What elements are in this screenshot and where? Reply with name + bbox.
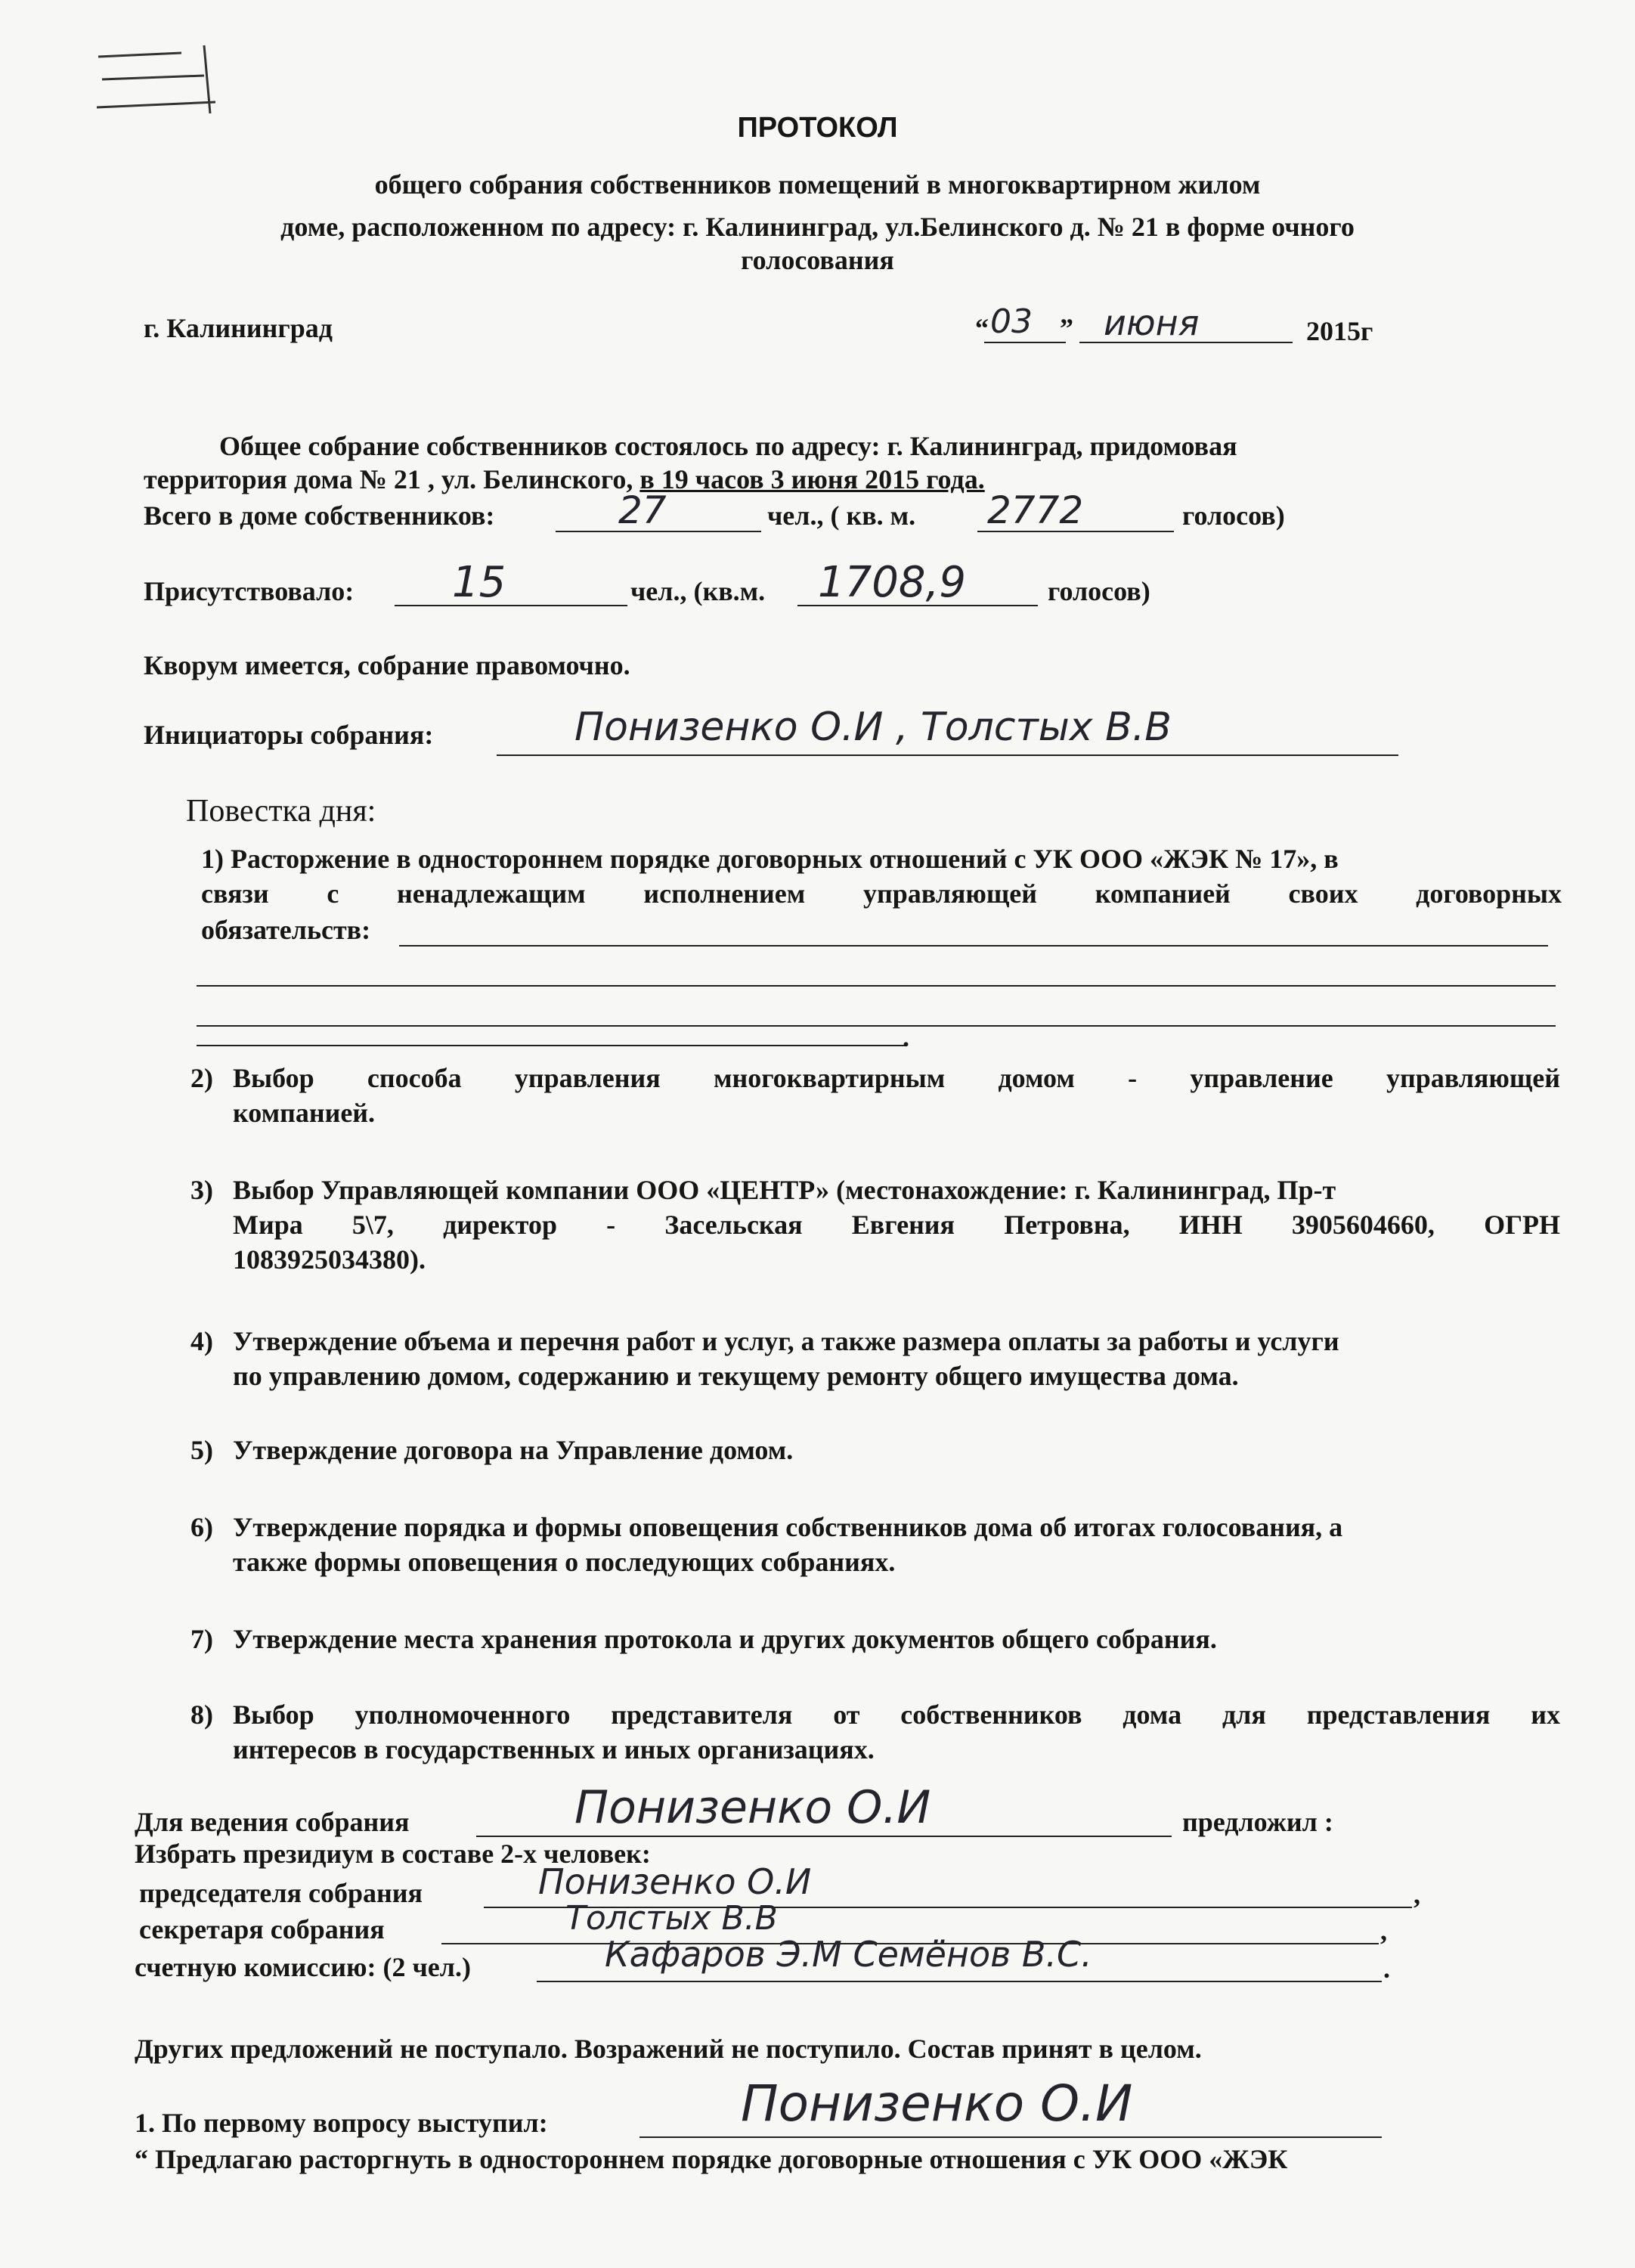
q1-speech: “ Предлагаю расторгнуть в одностороннем порядке договорные отношения с УК ООО «ЖЭК bbox=[135, 2144, 1288, 2174]
initiators-line bbox=[497, 754, 1398, 756]
agenda-item-3-line-3: 1083925034380). bbox=[233, 1244, 426, 1275]
agenda-heading: Повестка дня: bbox=[186, 794, 376, 829]
owners-count: 27 bbox=[618, 488, 667, 532]
present-mid: чел., (кв.м. bbox=[630, 576, 766, 606]
present-end: голосов) bbox=[1048, 576, 1150, 606]
chair-label: председателя собрания bbox=[139, 1878, 423, 1908]
secretary-value: Толстых В.В bbox=[565, 1899, 778, 1938]
agenda-item-5-num: 5) bbox=[190, 1435, 213, 1465]
meeting-intro-line-1: Общее собрание собственников состоялось по адресу: г. Калининград, придомовая bbox=[219, 431, 1237, 461]
agenda-item-4-num: 4) bbox=[190, 1326, 213, 1356]
lead-end: предложил : bbox=[1182, 1807, 1333, 1837]
chair-value: Понизенко О.И bbox=[538, 1861, 812, 1902]
agenda-item-7-num: 7) bbox=[190, 1624, 213, 1654]
date-quote-open: “ bbox=[975, 313, 989, 343]
owners-end: голосов) bbox=[1182, 500, 1285, 531]
secretary-label: секретаря собрания bbox=[139, 1914, 385, 1944]
secretary-end: , bbox=[1380, 1916, 1387, 1946]
q1-value: Понизенко О.И bbox=[741, 2074, 1133, 2133]
agenda-item-6-num: 6) bbox=[190, 1512, 213, 1542]
city: г. Калининград bbox=[144, 313, 333, 343]
date-quote-close: ” bbox=[1060, 313, 1073, 343]
agenda-item-1-fill-2 bbox=[197, 985, 1556, 987]
agenda-item-2-line-1: Выбор способа управления многоквартирным домом - управление управляющей bbox=[233, 1063, 1560, 1093]
q1-label: 1. По первому вопросу выступил: bbox=[135, 2108, 548, 2138]
agenda-item-8-num: 8) bbox=[190, 1699, 213, 1730]
agenda-item-1-fill-3 bbox=[197, 1025, 1556, 1027]
agenda-item-4-line-1: Утверждение объема и перечня работ и услуг, а также размера оплаты за работы и услуги bbox=[233, 1326, 1339, 1356]
margin-scribble bbox=[91, 38, 227, 121]
counting-label: счетную комиссию: (2 чел.) bbox=[135, 1952, 471, 1982]
q1-line bbox=[639, 2136, 1382, 2138]
present-area: 1708,9 bbox=[818, 558, 966, 607]
subtitle-line-2: доме, расположенном по адресу: г. Калининград, ул.Белинского д. № 21 в форме очного bbox=[280, 212, 1355, 242]
meeting-intro-address: территория дома № 21 , ул. Белинского, bbox=[144, 464, 640, 494]
subtitle-line-1: общего собрания собственников помещений в многоквартирном жилом bbox=[374, 169, 1261, 200]
meeting-intro-line-2 bbox=[144, 463, 985, 496]
counting-line bbox=[537, 1981, 1382, 1982]
counting-end: . bbox=[1383, 1954, 1390, 1984]
agenda-item-4-line-2: по управлению домом, содержанию и текущему ремонту общего имущества дома. bbox=[233, 1361, 1239, 1391]
agenda-item-3-line-1: Выбор Управляющей компании ООО «ЦЕНТР» (местонахождение: г. Калининград, Пр-т bbox=[233, 1175, 1336, 1205]
agenda-item-1-line-2: связи с ненадлежащим исполнением управляющей компанией своих договорных bbox=[201, 878, 1562, 909]
date-year: 2015г bbox=[1306, 316, 1373, 346]
chair-end: , bbox=[1414, 1879, 1420, 1910]
agenda-item-1-line-1: 1) Расторжение в одностороннем порядке договорных отношений с УК ООО «ЖЭК № 17», в bbox=[201, 844, 1339, 874]
present-count: 15 bbox=[452, 558, 506, 607]
agenda-item-1-line-3: обязательств: bbox=[201, 915, 371, 945]
agenda-item-1-fill-1 bbox=[399, 945, 1548, 947]
agenda-item-1-end: . bbox=[903, 1022, 909, 1052]
initiators-value: Понизенко О.И , Толстых В.В bbox=[574, 705, 1172, 750]
meeting-time: в 19 часов 3 июня 2015 года. bbox=[639, 464, 985, 494]
agenda-item-8-line-2: интересов в государственных и иных организациях. bbox=[233, 1734, 875, 1765]
agenda-item-3-line-2: Мира 5\7, директор - Засельская Евгения Петровна, ИНН 3905604660, ОГРН bbox=[233, 1210, 1560, 1240]
subtitle-line-3: голосования bbox=[741, 245, 894, 275]
agenda-item-2-num: 2) bbox=[190, 1063, 213, 1093]
agenda-item-5-line-1: Утверждение договора на Управление домом. bbox=[233, 1435, 794, 1465]
present-label: Присутствовало: bbox=[144, 576, 355, 606]
counting-value: Кафаров Э.М Семёнов В.С. bbox=[605, 1934, 1092, 1975]
agenda-item-8-line-1: Выбор уполномоченного представителя от собственников дома для представления их bbox=[233, 1699, 1560, 1730]
agenda-item-6-line-2: также формы оповещения о последующих собраниях. bbox=[233, 1547, 896, 1577]
no-proposals: Других предложений не поступало. Возражений не поступило. Состав принят в целом. bbox=[135, 2034, 1202, 2064]
owners-mid: чел., ( кв. м. bbox=[767, 500, 916, 531]
owners-area: 2772 bbox=[987, 488, 1084, 532]
date-day: 03 bbox=[990, 302, 1033, 341]
agenda-item-3-num: 3) bbox=[190, 1175, 213, 1205]
page-title: ПРОТОКОЛ bbox=[737, 112, 898, 144]
agenda-item-6-line-1: Утверждение порядка и формы оповещения собственников дома об итогах голосования, а bbox=[233, 1512, 1343, 1542]
initiators-label: Инициаторы собрания: bbox=[144, 720, 434, 750]
date-day-line bbox=[984, 342, 1066, 343]
agenda-item-1-fill-4 bbox=[197, 1045, 906, 1046]
agenda-item-7-line-1: Утверждение места хранения протокола и других документов общего собрания. bbox=[233, 1624, 1217, 1654]
agenda-item-2-line-2: компанией. bbox=[233, 1098, 376, 1128]
elect-presidium: Избрать президиум в составе 2-х человек: bbox=[135, 1839, 651, 1869]
date-month: июня bbox=[1104, 302, 1200, 343]
lead-value: Понизенко О.И bbox=[574, 1781, 931, 1834]
lead-label: Для ведения собрания bbox=[135, 1807, 410, 1837]
owners-label: Всего в доме собственников: bbox=[144, 500, 495, 531]
quorum-statement: Кворум имеется, собрание правомочно. bbox=[144, 650, 630, 680]
present-count-line bbox=[395, 605, 627, 606]
